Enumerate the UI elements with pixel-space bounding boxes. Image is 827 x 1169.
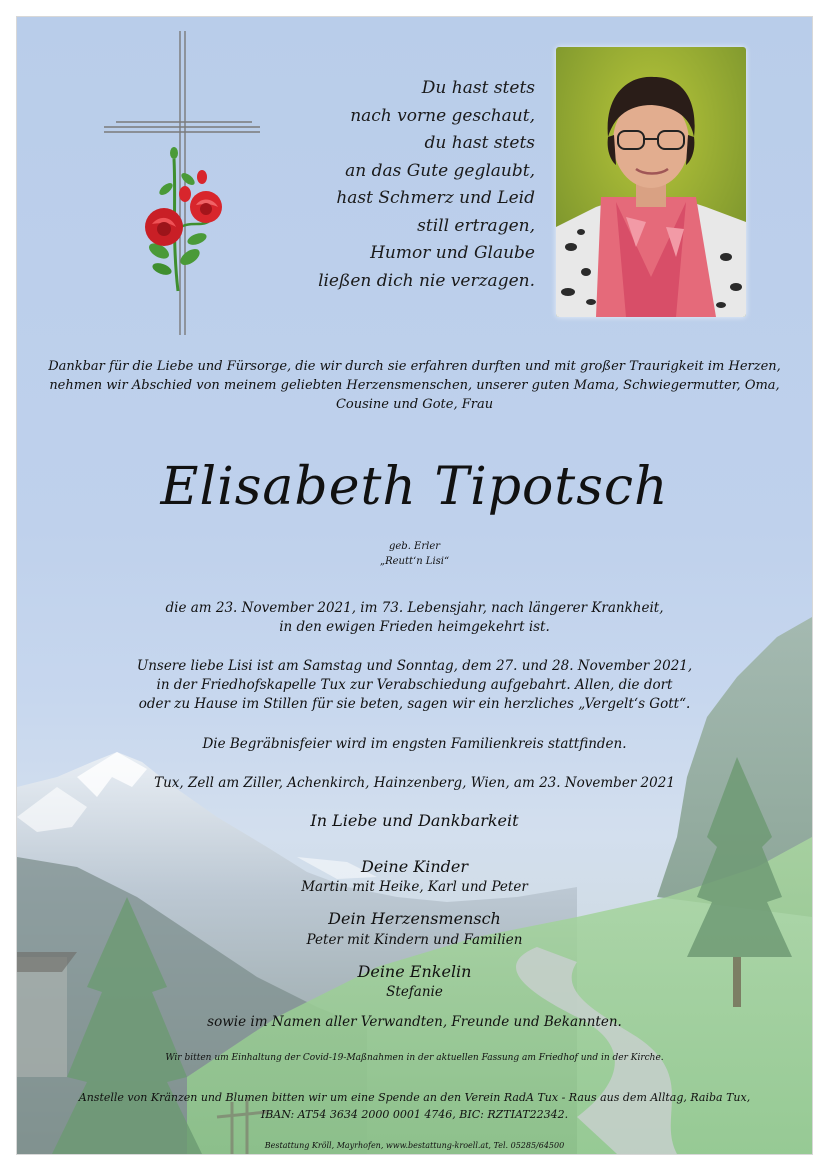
funeral-home-footer: Bestattung Kröll, Mayrhofen, www.bestattung-kroell.at, Tel. 05285/64500: [264, 1141, 565, 1150]
birth-name: [17, 539, 812, 569]
poem-line: still ertragen,: [417, 215, 535, 236]
deceased-name: Elisabeth Tipotsch: [160, 457, 669, 517]
mourner-group-title: Deine Enkelin: [357, 962, 472, 981]
poem-line: ließen dich nie verzagen.: [318, 270, 535, 291]
intro-line: nehmen wir Abschied von meinem geliebten Herzensmenschen, unserer guten Mama, Schwiegermutter, Oma,: [49, 378, 780, 393]
wake-line: Unsere liebe Lisi ist am Samstag und Sonntag, dem 27. und 28. November 2021,: [136, 658, 693, 674]
relatives-line: sowie im Namen aller Verwandten, Freunde und Bekannten.: [207, 1014, 622, 1030]
intro-text: [17, 357, 812, 414]
places-and-date: Tux, Zell am Ziller, Achenkirch, Hainzenberg, Wien, am 23. November 2021: [154, 775, 675, 791]
mourner-group-title: Dein Herzensmensch: [328, 909, 501, 928]
death-line: in den ewigen Frieden heimgekehrt ist.: [279, 619, 550, 635]
mourner-names: Stefanie: [386, 984, 443, 1000]
nickname: „Reutt‘n Lisi“: [379, 556, 450, 567]
poem-line: Du hast stets: [421, 78, 535, 98]
funeral-notice: Die Begräbnisfeier wird im engsten Familienkreis stattfinden.: [202, 736, 627, 752]
poem-line: hast Schmerz und Leid: [336, 188, 535, 208]
mourner-names: Martin mit Heike, Karl und Peter: [301, 879, 528, 895]
poem-line: du hast stets: [424, 133, 535, 153]
wake-line: in der Friedhofskapelle Tux zur Verabschiedung aufgebahrt. Allen, die dort: [156, 677, 673, 693]
cross-with-roses-icon: [102, 29, 262, 339]
mourner-names: Peter mit Kindern und Familien: [306, 932, 523, 948]
donation-line: Anstelle von Kränzen und Blumen bitten wir um eine Spende an den Verein RadA Tux - Raus aus dem Alltag, Raiba Tux,: [78, 1091, 751, 1104]
portrait-photo: [556, 47, 746, 317]
poem-line: Humor und Glaube: [370, 243, 535, 263]
poem-line: an das Gute geglaubt,: [345, 160, 535, 181]
maiden-name: geb. Erler: [388, 541, 441, 552]
intro-line: Cousine und Gote, Frau: [335, 397, 494, 412]
wake-line: oder zu Hause im Stillen für sie beten, sagen wir ein herzliches „Vergelt‘s Gott“.: [138, 696, 691, 712]
death-notice: [17, 599, 812, 637]
mourner-group-title: Deine Kinder: [360, 857, 468, 876]
wake-notice: [17, 657, 812, 714]
poem-line: nach vorne geschaut,: [350, 105, 535, 126]
covid-notice: Wir bitten um Einhaltung der Covid-19-Maßnahmen in der aktuellen Fassung am Friedhof und in der Kirche.: [165, 1053, 664, 1063]
intro-line: Dankbar für die Liebe und Fürsorge, die wir durch sie erfahren durften und mit großer Traurigkeit im Herzen,: [48, 359, 781, 374]
closing-phrase: In Liebe und Dankbarkeit: [310, 811, 519, 830]
donation-notice: [17, 1089, 812, 1123]
obituary-card: [16, 16, 813, 1155]
death-line: die am 23. November 2021, im 73. Lebensjahr, nach längerer Krankheit,: [165, 600, 664, 616]
donation-line: IBAN: AT54 3634 2000 0001 4746, BIC: RZTIAT22342.: [260, 1108, 569, 1121]
memorial-poem: [317, 75, 535, 295]
